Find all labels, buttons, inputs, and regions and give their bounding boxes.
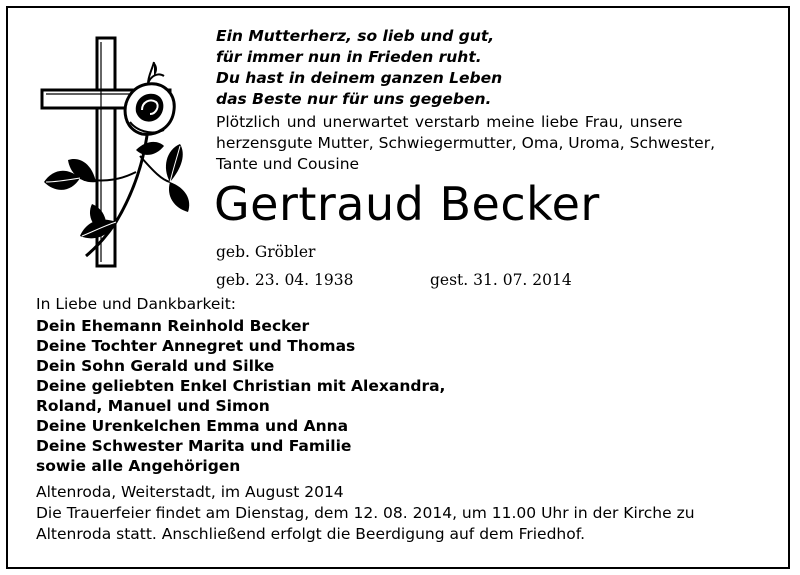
verse-line: das Beste nur für uns gegeben.	[216, 90, 492, 108]
life-dates	[216, 270, 572, 290]
mourner-line: sowie alle Angehörigen	[36, 457, 241, 475]
verse-line: Ein Mutterherz, so lieb und gut,	[216, 27, 495, 45]
intro-line: Tante und Cousine	[216, 155, 360, 173]
verse-line: für immer nun in Frieden ruht.	[216, 48, 482, 66]
obituary-card	[6, 6, 790, 569]
death-announcement-text	[216, 112, 715, 175]
mourners-intro: In Liebe und Dankbarkeit:	[36, 295, 237, 313]
funeral-notice-line: Altenroda statt. Anschließend erfolgt die Beerdigung auf dem Friedhof.	[36, 525, 585, 543]
birth-name: geb. Gröbler	[216, 243, 316, 261]
verse-line: Du hast in deinem ganzen Leben	[216, 69, 503, 87]
birth-date: geb. 23. 04. 1938	[216, 271, 354, 289]
deceased-name: Gertraud Becker	[214, 177, 600, 231]
mourner-line: Roland, Manuel und Simon	[36, 397, 270, 415]
mourners-list	[36, 316, 445, 476]
mourner-line: Deine Schwester Marita und Familie	[36, 437, 352, 455]
cross-with-rose-icon	[36, 32, 196, 272]
intro-line: herzensgute Mutter, Schwiegermutter, Oma, Uroma, Schwester,	[216, 134, 715, 152]
mourner-line: Dein Ehemann Reinhold Becker	[36, 317, 310, 335]
mourner-line: Deine geliebten Enkel Christian mit Alexandra,	[36, 377, 446, 395]
funeral-notice-line: Die Trauerfeier findet am Dienstag, dem 12. 08. 2014, um 11.00 Uhr in der Kirche zu	[36, 504, 695, 522]
poem-verse	[216, 26, 502, 110]
funeral-notice	[36, 503, 695, 545]
death-date: gest. 31. 07. 2014	[430, 271, 572, 289]
place-and-date: Altenroda, Weiterstadt, im August 2014	[36, 483, 344, 501]
intro-line: Plötzlich und unerwartet verstarb meine liebe Frau, unsere	[216, 113, 683, 131]
mourner-line: Deine Urenkelchen Emma und Anna	[36, 417, 349, 435]
mourner-line: Dein Sohn Gerald und Silke	[36, 357, 275, 375]
mourner-line: Deine Tochter Annegret und Thomas	[36, 337, 356, 355]
